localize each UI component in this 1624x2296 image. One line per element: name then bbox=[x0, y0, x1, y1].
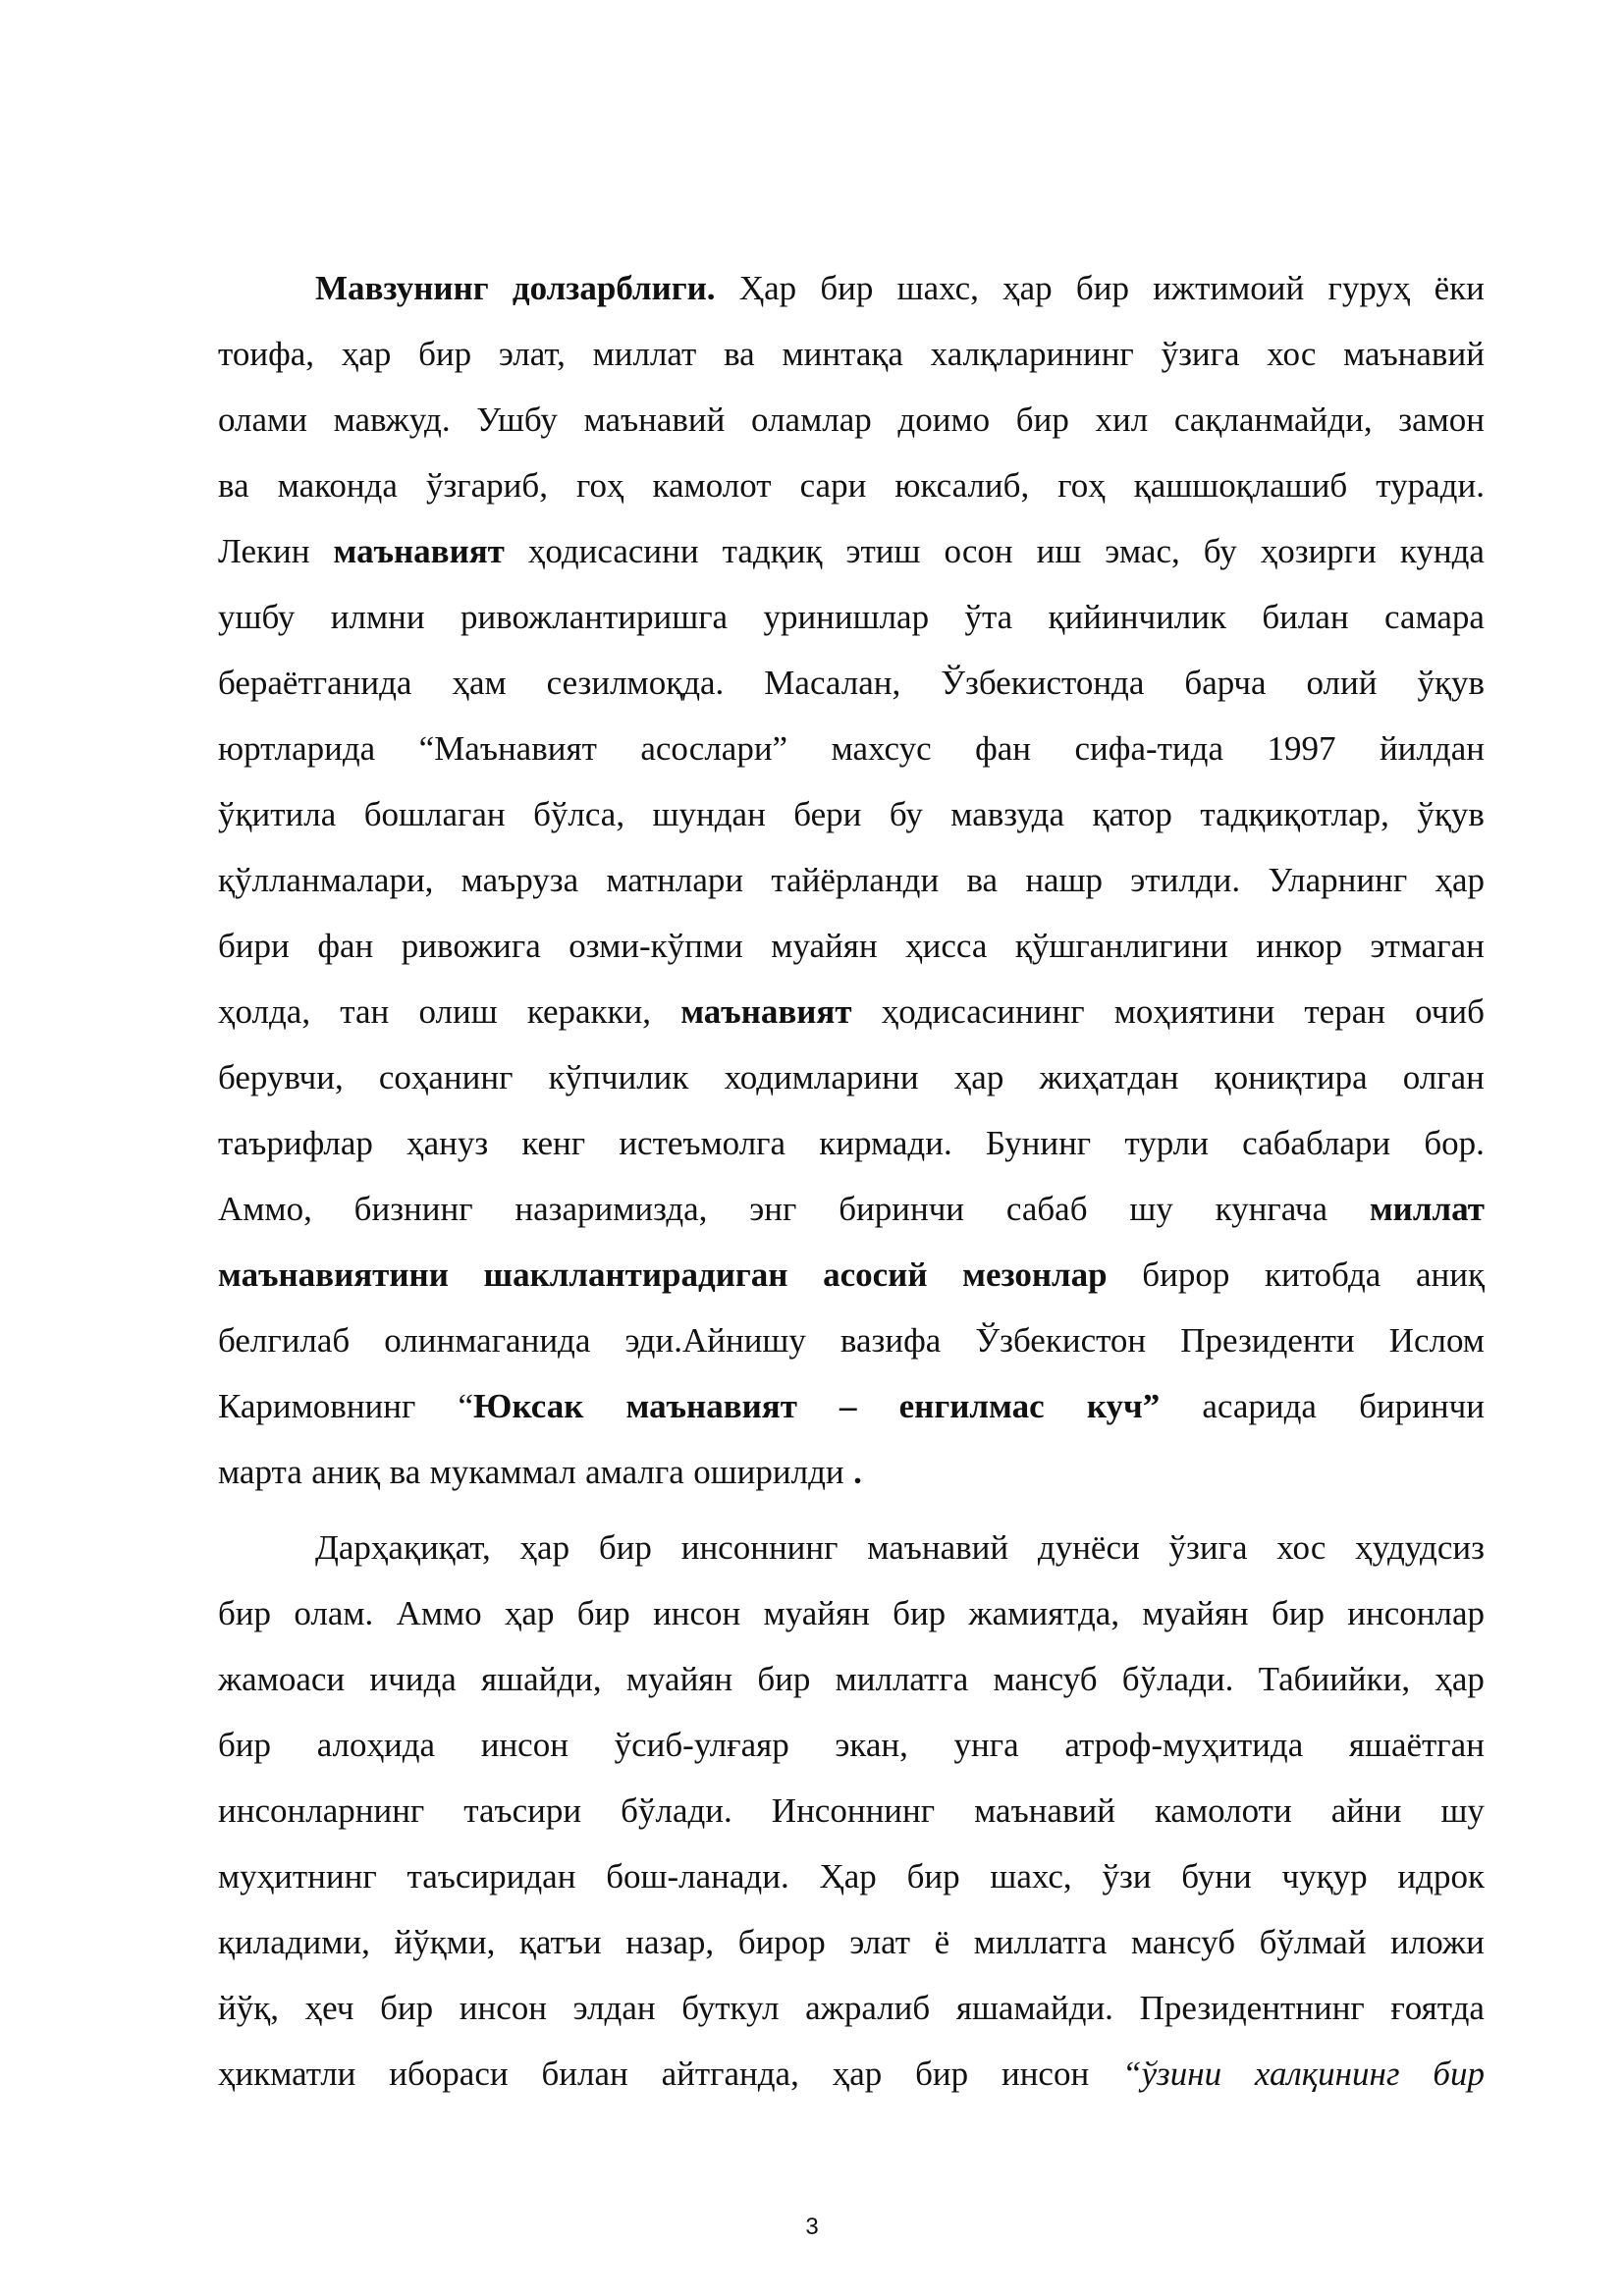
word: маънавий bbox=[1343, 335, 1485, 373]
word: ўқув bbox=[1417, 795, 1485, 833]
word: нашр bbox=[1025, 861, 1104, 899]
text-line bbox=[218, 518, 1485, 584]
word: илмни bbox=[330, 598, 425, 636]
text-line bbox=[218, 1778, 1485, 1843]
word: халқининг bbox=[1254, 2055, 1400, 2093]
word: ҳар bbox=[953, 1058, 1004, 1096]
word: жамоаси bbox=[218, 1660, 346, 1698]
word: вазифа bbox=[839, 1321, 942, 1360]
word: хил bbox=[1095, 400, 1149, 439]
word: куч” bbox=[1086, 1387, 1161, 1425]
word: Мавзунинг bbox=[315, 269, 489, 307]
word: хос bbox=[1267, 335, 1317, 373]
word: инсон bbox=[480, 1726, 568, 1764]
word: тадқиқотлар, bbox=[1200, 795, 1389, 833]
word: белгилаб bbox=[218, 1321, 351, 1360]
word: ҳозирги bbox=[1260, 532, 1377, 570]
word: олган bbox=[1402, 1058, 1485, 1096]
word: қониқтира bbox=[1214, 1058, 1368, 1096]
text-line bbox=[218, 1176, 1485, 1242]
word: гуруҳ bbox=[1327, 269, 1411, 307]
word: йўқми, bbox=[394, 1923, 496, 1961]
word: амалга bbox=[585, 1453, 684, 1491]
word: асослари” bbox=[640, 729, 788, 768]
word: турли bbox=[1124, 1124, 1209, 1162]
word: ҳар bbox=[1435, 861, 1485, 899]
word: этиш bbox=[845, 532, 921, 570]
word: маънавият bbox=[333, 532, 505, 570]
word: ўта bbox=[964, 598, 1013, 636]
word: қатъи bbox=[518, 1923, 602, 1961]
word: ва bbox=[724, 335, 755, 373]
word: Ҳар bbox=[738, 269, 797, 307]
text-line bbox=[218, 255, 1485, 321]
word: уринишлар bbox=[763, 598, 930, 636]
word: йилдан bbox=[1379, 729, 1485, 768]
word: ёки bbox=[1434, 269, 1485, 307]
word: шундан bbox=[652, 795, 766, 833]
word: – bbox=[839, 1387, 857, 1425]
word: ривожлантиришга bbox=[460, 598, 729, 636]
text-line bbox=[218, 1044, 1485, 1110]
word: ҳануз bbox=[406, 1124, 489, 1162]
word: ҳар bbox=[504, 1594, 555, 1632]
word: ўқитила bbox=[218, 795, 337, 833]
word: таърифлар bbox=[218, 1124, 373, 1162]
word: ходимларини bbox=[724, 1058, 919, 1096]
word: йўқ, bbox=[218, 1989, 279, 2027]
word: бўлади. bbox=[621, 1791, 732, 1830]
word: бирор bbox=[737, 1923, 826, 1961]
word: мезонлар bbox=[962, 1255, 1108, 1294]
word: бор. bbox=[1424, 1124, 1485, 1162]
word: очиб bbox=[1415, 992, 1485, 1031]
word: Ўзбекистонда bbox=[941, 664, 1145, 702]
word: камолоти bbox=[1154, 1791, 1292, 1830]
word: ғоятда bbox=[1390, 1989, 1485, 2027]
word: маконда bbox=[277, 466, 398, 505]
word: ва bbox=[966, 861, 999, 899]
word: озми-кўпми bbox=[568, 927, 743, 965]
word: таъсиридан bbox=[406, 1857, 576, 1896]
word: гоҳ bbox=[1057, 466, 1106, 505]
word: Табиийки, bbox=[1258, 1660, 1411, 1698]
word: ва bbox=[389, 1453, 421, 1491]
word: ўқув bbox=[1417, 664, 1485, 702]
word: бир bbox=[218, 1726, 272, 1764]
word: маънавият bbox=[625, 1387, 797, 1425]
word: ичида bbox=[369, 1660, 457, 1698]
word: оламлар bbox=[751, 400, 872, 439]
word: тайёрланди bbox=[771, 861, 940, 899]
word: бўлади. bbox=[1121, 1660, 1234, 1698]
word: ҳар bbox=[832, 2055, 883, 2093]
word: кирмади. bbox=[819, 1124, 952, 1162]
word: унга bbox=[953, 1726, 1019, 1764]
word: шу bbox=[1440, 1791, 1485, 1830]
word: “ўзини bbox=[1122, 2055, 1222, 2093]
text-line bbox=[218, 2041, 1485, 2107]
word: бир bbox=[1433, 2055, 1485, 2093]
word: шакллантирадиган bbox=[483, 1255, 788, 1294]
word: “Юксак bbox=[458, 1387, 584, 1425]
word: гоҳ bbox=[576, 466, 624, 505]
word: миллат bbox=[1369, 1190, 1485, 1228]
word: бир bbox=[218, 1594, 272, 1632]
word: доимо bbox=[897, 400, 991, 439]
word: ҳар bbox=[1002, 269, 1053, 307]
word: ҳодисасининг bbox=[881, 992, 1085, 1031]
word: кунгача bbox=[1215, 1190, 1328, 1228]
word: бераётганида bbox=[218, 664, 412, 702]
text-line bbox=[218, 1646, 1485, 1712]
word: ҳеч bbox=[304, 1989, 354, 2027]
word: маъруза bbox=[460, 861, 579, 899]
word: Бунинг bbox=[985, 1124, 1092, 1162]
word: сабаб bbox=[1005, 1190, 1088, 1228]
paragraph-container bbox=[218, 255, 1485, 2107]
word: енгилмас bbox=[898, 1387, 1045, 1425]
word: берувчи, bbox=[218, 1058, 344, 1096]
word: инкор bbox=[1256, 927, 1342, 965]
word: замон bbox=[1398, 400, 1485, 439]
word: китобда bbox=[1264, 1255, 1381, 1294]
word: ривожига bbox=[401, 927, 541, 965]
word: мансуб bbox=[993, 1660, 1098, 1698]
word: барча bbox=[1184, 664, 1267, 702]
word: инсонларнинг bbox=[218, 1791, 425, 1830]
word: маънавий bbox=[583, 400, 726, 439]
word: муайян bbox=[771, 927, 878, 965]
word: миллатга bbox=[835, 1660, 969, 1698]
word: теран bbox=[1304, 992, 1385, 1031]
word: минтақа bbox=[782, 335, 903, 373]
word: маънавий bbox=[867, 1528, 1009, 1567]
word: бир bbox=[576, 1594, 630, 1632]
word: этилди. bbox=[1130, 861, 1241, 899]
word: ўзгариб, bbox=[425, 466, 548, 505]
word: ва bbox=[218, 466, 249, 505]
word: сақланмайди, bbox=[1173, 400, 1373, 439]
word: эди.Айнишу bbox=[624, 1321, 806, 1360]
word: шахс, bbox=[896, 269, 979, 307]
word: камолот bbox=[652, 466, 772, 505]
word: юксалиб, bbox=[894, 466, 1030, 505]
word: миллат bbox=[592, 335, 697, 373]
word: инсоннинг bbox=[680, 1528, 839, 1567]
word: туради. bbox=[1376, 466, 1485, 505]
word: элат bbox=[849, 1923, 911, 1961]
word: этмаган bbox=[1370, 927, 1485, 965]
word: кунда bbox=[1399, 532, 1485, 570]
word: қўшганлигини bbox=[1014, 927, 1228, 965]
word: Ўзбекистон bbox=[975, 1321, 1147, 1360]
word: оширилди . bbox=[693, 1453, 862, 1491]
word: шахс, bbox=[990, 1857, 1072, 1896]
word: олинмаганида bbox=[384, 1321, 591, 1360]
word: Ҳар bbox=[819, 1857, 877, 1896]
word: Аммо, bbox=[218, 1190, 312, 1228]
word: асарида bbox=[1202, 1387, 1317, 1425]
text-line bbox=[218, 1712, 1485, 1778]
word: айтганда, bbox=[661, 2055, 799, 2093]
word: соҳанинг bbox=[378, 1058, 514, 1096]
text-line bbox=[218, 716, 1485, 781]
text-line bbox=[218, 321, 1485, 387]
word: 1997 bbox=[1267, 729, 1336, 768]
word: бир bbox=[418, 335, 472, 373]
word: атроф-муҳитида bbox=[1064, 1726, 1304, 1764]
word: назар, bbox=[625, 1923, 715, 1961]
word: миллатга bbox=[973, 1923, 1108, 1961]
word: бир bbox=[915, 2055, 969, 2093]
word: бир bbox=[820, 269, 874, 307]
text-line bbox=[218, 1909, 1485, 1975]
word: истеъмолга bbox=[619, 1124, 786, 1162]
word: ҳар bbox=[341, 335, 392, 373]
word: Ислом bbox=[1388, 1321, 1485, 1360]
word: олами bbox=[218, 400, 307, 439]
word: сари bbox=[799, 466, 867, 505]
word: ижтимоий bbox=[1153, 269, 1305, 307]
word: кўпчилик bbox=[548, 1058, 689, 1096]
word: дунёси bbox=[1037, 1528, 1140, 1567]
word: ажралиб bbox=[805, 1989, 931, 2027]
word: Инсоннинг bbox=[771, 1791, 936, 1830]
word: ё bbox=[934, 1923, 950, 1961]
word: қиладими, bbox=[218, 1923, 370, 1961]
word: бу bbox=[889, 795, 923, 833]
word: таъсири bbox=[463, 1791, 582, 1830]
word: маънавий bbox=[974, 1791, 1115, 1830]
word: мавжуд. bbox=[333, 400, 451, 439]
word: бошлаган bbox=[363, 795, 506, 833]
word: бир bbox=[906, 1857, 960, 1896]
word: махсус bbox=[831, 729, 932, 768]
word: ҳар bbox=[519, 1528, 570, 1567]
word: халқларининг bbox=[930, 335, 1134, 373]
word: матнлари bbox=[606, 861, 744, 899]
word: ибораси bbox=[389, 2055, 509, 2093]
word: ҳолда, bbox=[218, 992, 311, 1031]
word: мавзуда bbox=[950, 795, 1064, 833]
word: инсон bbox=[1001, 2055, 1090, 2093]
word: олий bbox=[1306, 664, 1378, 702]
text-line bbox=[218, 1373, 1485, 1439]
word: инсон bbox=[653, 1594, 741, 1632]
text-line bbox=[218, 1110, 1485, 1176]
text-line bbox=[218, 1439, 1485, 1505]
word: хос bbox=[1276, 1528, 1326, 1567]
word: тан bbox=[340, 992, 390, 1031]
word: ҳикматли bbox=[218, 2055, 356, 2093]
word: қўлланмалари, bbox=[218, 861, 434, 899]
word: айни bbox=[1330, 1791, 1402, 1830]
word: олам. bbox=[294, 1594, 374, 1632]
word: билан bbox=[541, 2055, 628, 2093]
word: жиҳатдан bbox=[1039, 1058, 1179, 1096]
word: жамиятда, bbox=[968, 1594, 1120, 1632]
word: бери bbox=[793, 795, 862, 833]
word: қийинчилик bbox=[1048, 598, 1227, 636]
word: билан bbox=[1262, 598, 1349, 636]
word: сифа-тида bbox=[1074, 729, 1224, 768]
word: “Маънавият bbox=[418, 729, 597, 768]
word: асосий bbox=[823, 1255, 928, 1294]
word: ўзи bbox=[1102, 1857, 1152, 1896]
word: ҳам bbox=[452, 664, 507, 702]
word: элдан bbox=[572, 1989, 656, 2027]
word: бир bbox=[1075, 269, 1129, 307]
word: керакки, bbox=[526, 992, 652, 1031]
word: муайян bbox=[1142, 1594, 1249, 1632]
word: ҳар bbox=[1435, 1660, 1485, 1698]
word: мукаммал bbox=[429, 1453, 576, 1491]
text-line bbox=[218, 913, 1485, 979]
word: муайян bbox=[763, 1594, 870, 1632]
word: осон bbox=[944, 532, 1013, 570]
word: Лекин bbox=[218, 532, 310, 570]
word: ўзига bbox=[1168, 1528, 1248, 1567]
word: бизнинг bbox=[353, 1190, 473, 1228]
word: сезилмоқда. bbox=[546, 664, 725, 702]
text-line bbox=[218, 1975, 1485, 2041]
word: ҳисса bbox=[905, 927, 988, 965]
word: Дарҳақиқат, bbox=[315, 1528, 491, 1567]
word: муайян bbox=[625, 1660, 733, 1698]
word: Президентнинг bbox=[1139, 1989, 1365, 2027]
word: биринчи bbox=[839, 1190, 965, 1228]
word: муҳитнинг bbox=[218, 1857, 377, 1896]
word: Аммо bbox=[396, 1594, 482, 1632]
word: бир bbox=[598, 1528, 652, 1567]
word: буткул bbox=[681, 1989, 780, 2027]
text-line bbox=[218, 387, 1485, 453]
word: қашшоқлашиб bbox=[1133, 466, 1348, 505]
text-line bbox=[218, 781, 1485, 847]
text-line bbox=[218, 979, 1485, 1044]
word: назаримизда, bbox=[514, 1190, 708, 1228]
word: бош-ланади. bbox=[606, 1857, 789, 1896]
word: марта bbox=[218, 1453, 302, 1491]
text-line bbox=[218, 1515, 1485, 1580]
word: бўлса, bbox=[533, 795, 625, 833]
word: тоифа, bbox=[218, 335, 315, 373]
word: фан bbox=[317, 927, 374, 965]
word: бир bbox=[893, 1594, 947, 1632]
word: бир bbox=[1015, 400, 1069, 439]
word: аниқ bbox=[1415, 1255, 1485, 1294]
word: ҳодисасини bbox=[527, 532, 699, 570]
word: кенг bbox=[521, 1124, 586, 1162]
word: бўлмай bbox=[1259, 1923, 1367, 1961]
word: долзарблиги. bbox=[512, 269, 716, 307]
word: идрок bbox=[1397, 1857, 1485, 1896]
word: Президенти bbox=[1180, 1321, 1355, 1360]
text-line bbox=[218, 1843, 1485, 1909]
word: элат, bbox=[498, 335, 566, 373]
word: чуқур bbox=[1281, 1857, 1368, 1896]
word: бири bbox=[218, 927, 290, 965]
word: иш bbox=[1036, 532, 1082, 570]
word: аниқ bbox=[311, 1453, 381, 1491]
word: буни bbox=[1181, 1857, 1252, 1896]
text-line bbox=[218, 1242, 1485, 1308]
word: шу bbox=[1129, 1190, 1173, 1228]
word: экан, bbox=[835, 1726, 908, 1764]
text-line bbox=[218, 847, 1485, 913]
word: яшамайди. bbox=[955, 1989, 1113, 2027]
word: юртларида bbox=[218, 729, 376, 768]
word: Каримовнинг bbox=[218, 1387, 416, 1425]
text-line bbox=[218, 453, 1485, 518]
word: иложи bbox=[1390, 1923, 1485, 1961]
body-text bbox=[218, 255, 1485, 2107]
word: мансуб bbox=[1130, 1923, 1236, 1961]
word: инсон bbox=[459, 1989, 548, 2027]
word: бу bbox=[1203, 532, 1237, 570]
word: ўзига bbox=[1161, 335, 1240, 373]
word: Уларнинг bbox=[1268, 861, 1408, 899]
word: Масалан, bbox=[764, 664, 901, 702]
word: тадқиқ bbox=[722, 532, 823, 570]
page-number: 3 bbox=[805, 2214, 819, 2240]
word: эмас, bbox=[1105, 532, 1180, 570]
word: ҳудудсиз bbox=[1355, 1528, 1485, 1567]
text-line bbox=[218, 1308, 1485, 1373]
word: қатор bbox=[1092, 795, 1172, 833]
word: Ушбу bbox=[476, 400, 558, 439]
word: бир bbox=[1271, 1594, 1325, 1632]
word: биринчи bbox=[1359, 1387, 1485, 1425]
word: маънавиятини bbox=[218, 1255, 449, 1294]
text-line bbox=[218, 650, 1485, 716]
word: инсонлар bbox=[1347, 1594, 1485, 1632]
word: ўсиб-улғаяр bbox=[614, 1726, 789, 1764]
word: бирор bbox=[1142, 1255, 1230, 1294]
word: алоҳида bbox=[316, 1726, 436, 1764]
word: олиш bbox=[418, 992, 498, 1031]
word: моҳиятини bbox=[1113, 992, 1275, 1031]
word: маънавият bbox=[680, 992, 852, 1031]
word: фан bbox=[975, 729, 1032, 768]
word: сабаблари bbox=[1242, 1124, 1391, 1162]
text-line bbox=[218, 1580, 1485, 1646]
word: ушбу bbox=[218, 598, 296, 636]
word: энг bbox=[749, 1190, 797, 1228]
word: бир bbox=[757, 1660, 811, 1698]
word: бир bbox=[380, 1989, 434, 2027]
word: яшайди, bbox=[481, 1660, 602, 1698]
text-line bbox=[218, 584, 1485, 650]
word: яшаётган bbox=[1348, 1726, 1485, 1764]
word: самара bbox=[1383, 598, 1485, 636]
